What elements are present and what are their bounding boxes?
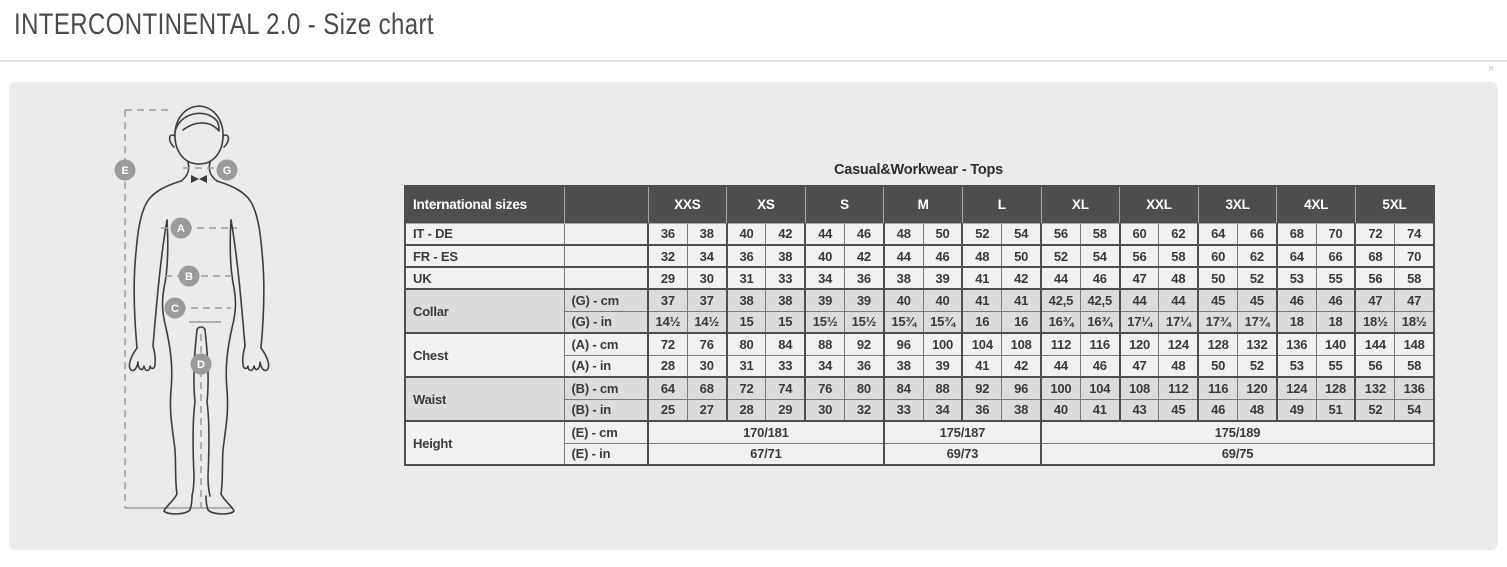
size-value-cell: 70 xyxy=(1316,223,1355,245)
size-value-cell: 108 xyxy=(1002,333,1041,355)
size-value-cell: 16 xyxy=(1002,311,1041,333)
size-value-cell: 41 xyxy=(962,289,1001,311)
size-value-cell: 50 xyxy=(1002,245,1041,267)
size-value-cell: 100 xyxy=(1041,377,1080,399)
size-value-cell: 58 xyxy=(1395,355,1434,377)
size-value-cell: 46 xyxy=(1080,267,1119,289)
size-value-cell: 44 xyxy=(884,245,923,267)
row-label: Collar xyxy=(405,289,564,333)
size-value-cell: 17¾ xyxy=(1198,311,1237,333)
row-sublabel xyxy=(564,245,648,267)
size-value-cell: 48 xyxy=(1159,267,1198,289)
size-value-cell: 31 xyxy=(727,355,766,377)
row-label: UK xyxy=(405,267,564,289)
size-value-cell: 37 xyxy=(687,289,726,311)
size-value-cell: 14½ xyxy=(648,311,687,333)
size-value-cell: 17¼ xyxy=(1159,311,1198,333)
size-value-cell: 140 xyxy=(1316,333,1355,355)
svg-text:C: C xyxy=(171,303,179,315)
size-value-cell: 30 xyxy=(687,267,726,289)
size-value-cell: 58 xyxy=(1159,245,1198,267)
size-value-cell: 39 xyxy=(845,289,884,311)
size-value-cell: 46 xyxy=(1277,289,1316,311)
size-column-header-xl: XL xyxy=(1041,186,1120,223)
size-value-cell: 62 xyxy=(1159,223,1198,245)
size-value-cell: 52 xyxy=(1355,399,1394,421)
close-icon[interactable]: × xyxy=(1488,63,1495,75)
size-value-cell: 28 xyxy=(727,399,766,421)
size-value-cell: 60 xyxy=(1120,223,1159,245)
svg-text:G: G xyxy=(222,165,232,177)
row-sublabel: (A) - cm xyxy=(564,333,648,355)
row-label: Chest xyxy=(405,333,564,377)
size-value-cell: 84 xyxy=(766,333,805,355)
size-value-cell: 96 xyxy=(1002,377,1041,399)
size-value-cell: 45 xyxy=(1238,289,1277,311)
size-value-cell: 28 xyxy=(648,355,687,377)
size-value-cell: 45 xyxy=(1159,399,1198,421)
table-row xyxy=(405,223,1434,245)
size-value-cell: 18 xyxy=(1316,311,1355,333)
size-value-cell: 66 xyxy=(1316,245,1355,267)
size-value-cell: 58 xyxy=(1395,267,1434,289)
size-span-cell: 67/71 xyxy=(648,443,884,465)
size-value-cell: 34 xyxy=(805,355,844,377)
row-label: IT - DE xyxy=(405,223,564,245)
size-value-cell: 128 xyxy=(1198,333,1237,355)
size-value-cell: 41 xyxy=(962,267,1001,289)
size-value-cell: 116 xyxy=(1198,377,1237,399)
size-value-cell: 72 xyxy=(727,377,766,399)
size-value-cell: 39 xyxy=(805,289,844,311)
size-value-cell: 44 xyxy=(1159,289,1198,311)
svg-text:E: E xyxy=(121,165,129,177)
table-row xyxy=(405,421,1434,443)
size-value-cell: 15 xyxy=(727,311,766,333)
collar-bow-mark xyxy=(191,175,207,183)
size-span-cell: 175/187 xyxy=(884,421,1041,443)
size-value-cell: 15¾ xyxy=(923,311,962,333)
size-value-cell: 15 xyxy=(766,311,805,333)
size-value-cell: 52 xyxy=(1238,355,1277,377)
size-value-cell: 124 xyxy=(1277,377,1316,399)
size-value-cell: 45 xyxy=(1198,289,1237,311)
size-value-cell: 27 xyxy=(687,399,726,421)
size-value-cell: 62 xyxy=(1238,245,1277,267)
size-value-cell: 39 xyxy=(923,355,962,377)
size-value-cell: 36 xyxy=(727,245,766,267)
size-value-cell: 48 xyxy=(962,245,1001,267)
size-value-cell: 37 xyxy=(648,289,687,311)
badge-G xyxy=(217,160,238,181)
size-column-header-s: S xyxy=(805,186,884,223)
size-table-body xyxy=(405,223,1434,465)
size-value-cell: 124 xyxy=(1159,333,1198,355)
size-value-cell: 136 xyxy=(1277,333,1316,355)
size-value-cell: 31 xyxy=(727,267,766,289)
size-value-cell: 88 xyxy=(805,333,844,355)
row-sublabel xyxy=(564,267,648,289)
size-value-cell: 42,5 xyxy=(1041,289,1080,311)
size-value-cell: 44 xyxy=(1041,267,1080,289)
size-value-cell: 72 xyxy=(1355,223,1394,245)
size-column-header-xs: XS xyxy=(727,186,806,223)
badge-B xyxy=(179,266,200,287)
row-sublabel: (A) - in xyxy=(564,355,648,377)
size-value-cell: 38 xyxy=(766,245,805,267)
size-value-cell: 47 xyxy=(1395,289,1434,311)
size-column-header-m: M xyxy=(884,186,963,223)
svg-text:B: B xyxy=(185,271,193,283)
svg-text:A: A xyxy=(177,223,185,235)
size-value-cell: 15¾ xyxy=(884,311,923,333)
size-value-cell: 56 xyxy=(1355,355,1394,377)
size-value-cell: 108 xyxy=(1120,377,1159,399)
size-value-cell: 68 xyxy=(1355,245,1394,267)
size-value-cell: 18½ xyxy=(1395,311,1434,333)
table-row xyxy=(405,333,1434,355)
size-value-cell: 38 xyxy=(687,223,726,245)
size-value-cell: 40 xyxy=(923,289,962,311)
row-sublabel: (B) - in xyxy=(564,399,648,421)
size-value-cell: 42 xyxy=(766,223,805,245)
size-value-cell: 55 xyxy=(1316,355,1355,377)
size-value-cell: 68 xyxy=(687,377,726,399)
size-column-header-xxs: XXS xyxy=(648,186,727,223)
size-value-cell: 40 xyxy=(1041,399,1080,421)
size-value-cell: 36 xyxy=(845,267,884,289)
size-value-cell: 64 xyxy=(1198,223,1237,245)
size-value-cell: 51 xyxy=(1316,399,1355,421)
size-value-cell: 17¾ xyxy=(1238,311,1277,333)
size-value-cell: 74 xyxy=(766,377,805,399)
row-sublabel xyxy=(564,223,648,245)
size-value-cell: 47 xyxy=(1355,289,1394,311)
size-column-header-4xl: 4XL xyxy=(1277,186,1356,223)
size-value-cell: 100 xyxy=(923,333,962,355)
size-value-cell: 132 xyxy=(1238,333,1277,355)
size-column-header-5xl: 5XL xyxy=(1355,186,1434,223)
size-value-cell: 74 xyxy=(1395,223,1434,245)
size-value-cell: 42 xyxy=(845,245,884,267)
size-value-cell: 120 xyxy=(1120,333,1159,355)
row-label: FR - ES xyxy=(405,245,564,267)
size-chart-panel xyxy=(9,82,1498,550)
size-value-cell: 72 xyxy=(648,333,687,355)
size-value-cell: 148 xyxy=(1395,333,1434,355)
size-value-cell: 56 xyxy=(1120,245,1159,267)
size-value-cell: 46 xyxy=(1198,399,1237,421)
size-value-cell: 144 xyxy=(1355,333,1394,355)
size-value-cell: 56 xyxy=(1041,223,1080,245)
row-sublabel: (E) - in xyxy=(564,443,648,465)
international-sizes-header: International sizes xyxy=(405,186,564,223)
size-value-cell: 41 xyxy=(962,355,1001,377)
size-value-cell: 16 xyxy=(962,311,1001,333)
size-value-cell: 46 xyxy=(845,223,884,245)
size-value-cell: 84 xyxy=(884,377,923,399)
size-value-cell: 104 xyxy=(962,333,1001,355)
table-row xyxy=(405,377,1434,399)
size-value-cell: 39 xyxy=(923,267,962,289)
size-value-cell: 46 xyxy=(1316,289,1355,311)
size-value-cell: 43 xyxy=(1120,399,1159,421)
size-value-cell: 33 xyxy=(884,399,923,421)
table-row xyxy=(405,289,1434,311)
size-value-cell: 16¾ xyxy=(1080,311,1119,333)
row-sublabel: (B) - cm xyxy=(564,377,648,399)
size-value-cell: 50 xyxy=(923,223,962,245)
size-value-cell: 15½ xyxy=(845,311,884,333)
size-value-cell: 42 xyxy=(1002,267,1041,289)
size-value-cell: 112 xyxy=(1041,333,1080,355)
size-value-cell: 70 xyxy=(1395,245,1434,267)
badge-C xyxy=(165,298,186,319)
row-label: Waist xyxy=(405,377,564,421)
size-value-cell: 80 xyxy=(727,333,766,355)
page-header xyxy=(0,0,1507,60)
size-value-cell: 42,5 xyxy=(1080,289,1119,311)
page-title: INTERCONTINENTAL 2.0 - Size chart xyxy=(14,8,434,41)
size-value-cell: 38 xyxy=(727,289,766,311)
size-value-cell: 44 xyxy=(805,223,844,245)
size-value-cell: 30 xyxy=(687,355,726,377)
size-value-cell: 52 xyxy=(1041,245,1080,267)
size-value-cell: 54 xyxy=(1395,399,1434,421)
size-value-cell: 40 xyxy=(884,289,923,311)
size-value-cell: 64 xyxy=(648,377,687,399)
size-value-cell: 15½ xyxy=(805,311,844,333)
header-divider xyxy=(0,60,1507,62)
size-value-cell: 47 xyxy=(1120,355,1159,377)
row-label: Height xyxy=(405,421,564,465)
size-value-cell: 92 xyxy=(845,333,884,355)
size-column-header-l: L xyxy=(962,186,1041,223)
size-value-cell: 40 xyxy=(805,245,844,267)
size-table xyxy=(404,185,1435,466)
size-value-cell: 33 xyxy=(766,267,805,289)
size-value-cell: 33 xyxy=(766,355,805,377)
body-measurement-diagram xyxy=(9,82,404,539)
size-value-cell: 48 xyxy=(1238,399,1277,421)
size-value-cell: 120 xyxy=(1238,377,1277,399)
size-value-cell: 17¼ xyxy=(1120,311,1159,333)
size-value-cell: 34 xyxy=(687,245,726,267)
size-value-cell: 18½ xyxy=(1355,311,1394,333)
size-value-cell: 55 xyxy=(1316,267,1355,289)
table-row xyxy=(405,267,1434,289)
svg-text:D: D xyxy=(197,359,205,371)
size-column-header-xxl: XXL xyxy=(1120,186,1199,223)
size-value-cell: 96 xyxy=(884,333,923,355)
size-value-cell: 128 xyxy=(1316,377,1355,399)
size-span-cell: 69/73 xyxy=(884,443,1041,465)
size-value-cell: 54 xyxy=(1002,223,1041,245)
table-caption: Casual&Workwear - Tops xyxy=(833,162,1004,178)
size-value-cell: 32 xyxy=(845,399,884,421)
size-value-cell: 38 xyxy=(766,289,805,311)
size-value-cell: 54 xyxy=(1080,245,1119,267)
size-value-cell: 53 xyxy=(1277,355,1316,377)
size-value-cell: 68 xyxy=(1277,223,1316,245)
size-value-cell: 14½ xyxy=(687,311,726,333)
size-value-cell: 64 xyxy=(1277,245,1316,267)
size-value-cell: 41 xyxy=(1080,399,1119,421)
size-span-cell: 170/181 xyxy=(648,421,884,443)
size-value-cell: 50 xyxy=(1198,355,1237,377)
badge-D xyxy=(191,354,212,375)
size-value-cell: 47 xyxy=(1120,267,1159,289)
size-value-cell: 36 xyxy=(962,399,1001,421)
size-value-cell: 34 xyxy=(805,267,844,289)
size-value-cell: 38 xyxy=(1002,399,1041,421)
size-value-cell: 58 xyxy=(1080,223,1119,245)
size-value-cell: 76 xyxy=(805,377,844,399)
size-value-cell: 38 xyxy=(884,355,923,377)
size-value-cell: 36 xyxy=(845,355,884,377)
size-value-cell: 25 xyxy=(648,399,687,421)
size-value-cell: 32 xyxy=(648,245,687,267)
size-value-cell: 29 xyxy=(648,267,687,289)
size-value-cell: 53 xyxy=(1277,267,1316,289)
size-value-cell: 88 xyxy=(923,377,962,399)
badge-E xyxy=(115,160,136,181)
size-value-cell: 36 xyxy=(648,223,687,245)
size-column-header-3xl: 3XL xyxy=(1198,186,1277,223)
size-value-cell: 30 xyxy=(805,399,844,421)
badge-A xyxy=(171,218,192,239)
size-value-cell: 66 xyxy=(1238,223,1277,245)
size-value-cell: 56 xyxy=(1355,267,1394,289)
size-value-cell: 92 xyxy=(962,377,1001,399)
row-sublabel: (G) - cm xyxy=(564,289,648,311)
size-table-head xyxy=(405,186,1434,223)
size-value-cell: 136 xyxy=(1395,377,1434,399)
body-outline xyxy=(129,106,268,514)
size-value-cell: 46 xyxy=(1080,355,1119,377)
size-value-cell: 44 xyxy=(1120,289,1159,311)
size-value-cell: 48 xyxy=(884,223,923,245)
size-value-cell: 116 xyxy=(1080,333,1119,355)
size-span-cell: 69/75 xyxy=(1041,443,1434,465)
table-row xyxy=(405,245,1434,267)
size-value-cell: 44 xyxy=(1041,355,1080,377)
size-value-cell: 132 xyxy=(1355,377,1394,399)
size-value-cell: 40 xyxy=(727,223,766,245)
size-value-cell: 52 xyxy=(962,223,1001,245)
empty-header-cell xyxy=(564,186,648,223)
size-value-cell: 42 xyxy=(1002,355,1041,377)
size-value-cell: 49 xyxy=(1277,399,1316,421)
size-value-cell: 29 xyxy=(766,399,805,421)
size-value-cell: 60 xyxy=(1198,245,1237,267)
row-sublabel: (E) - cm xyxy=(564,421,648,443)
size-table-container xyxy=(404,82,1435,466)
size-value-cell: 80 xyxy=(845,377,884,399)
body-figure-svg xyxy=(109,98,341,534)
size-value-cell: 41 xyxy=(1002,289,1041,311)
size-span-cell: 175/189 xyxy=(1041,421,1434,443)
size-value-cell: 16¾ xyxy=(1041,311,1080,333)
size-value-cell: 76 xyxy=(687,333,726,355)
size-value-cell: 18 xyxy=(1277,311,1316,333)
size-value-cell: 46 xyxy=(923,245,962,267)
size-value-cell: 52 xyxy=(1238,267,1277,289)
size-value-cell: 50 xyxy=(1198,267,1237,289)
size-value-cell: 34 xyxy=(923,399,962,421)
size-value-cell: 38 xyxy=(884,267,923,289)
size-value-cell: 48 xyxy=(1159,355,1198,377)
size-table-header-row xyxy=(405,186,1434,223)
row-sublabel: (G) - in xyxy=(564,311,648,333)
size-value-cell: 112 xyxy=(1159,377,1198,399)
size-value-cell: 104 xyxy=(1080,377,1119,399)
